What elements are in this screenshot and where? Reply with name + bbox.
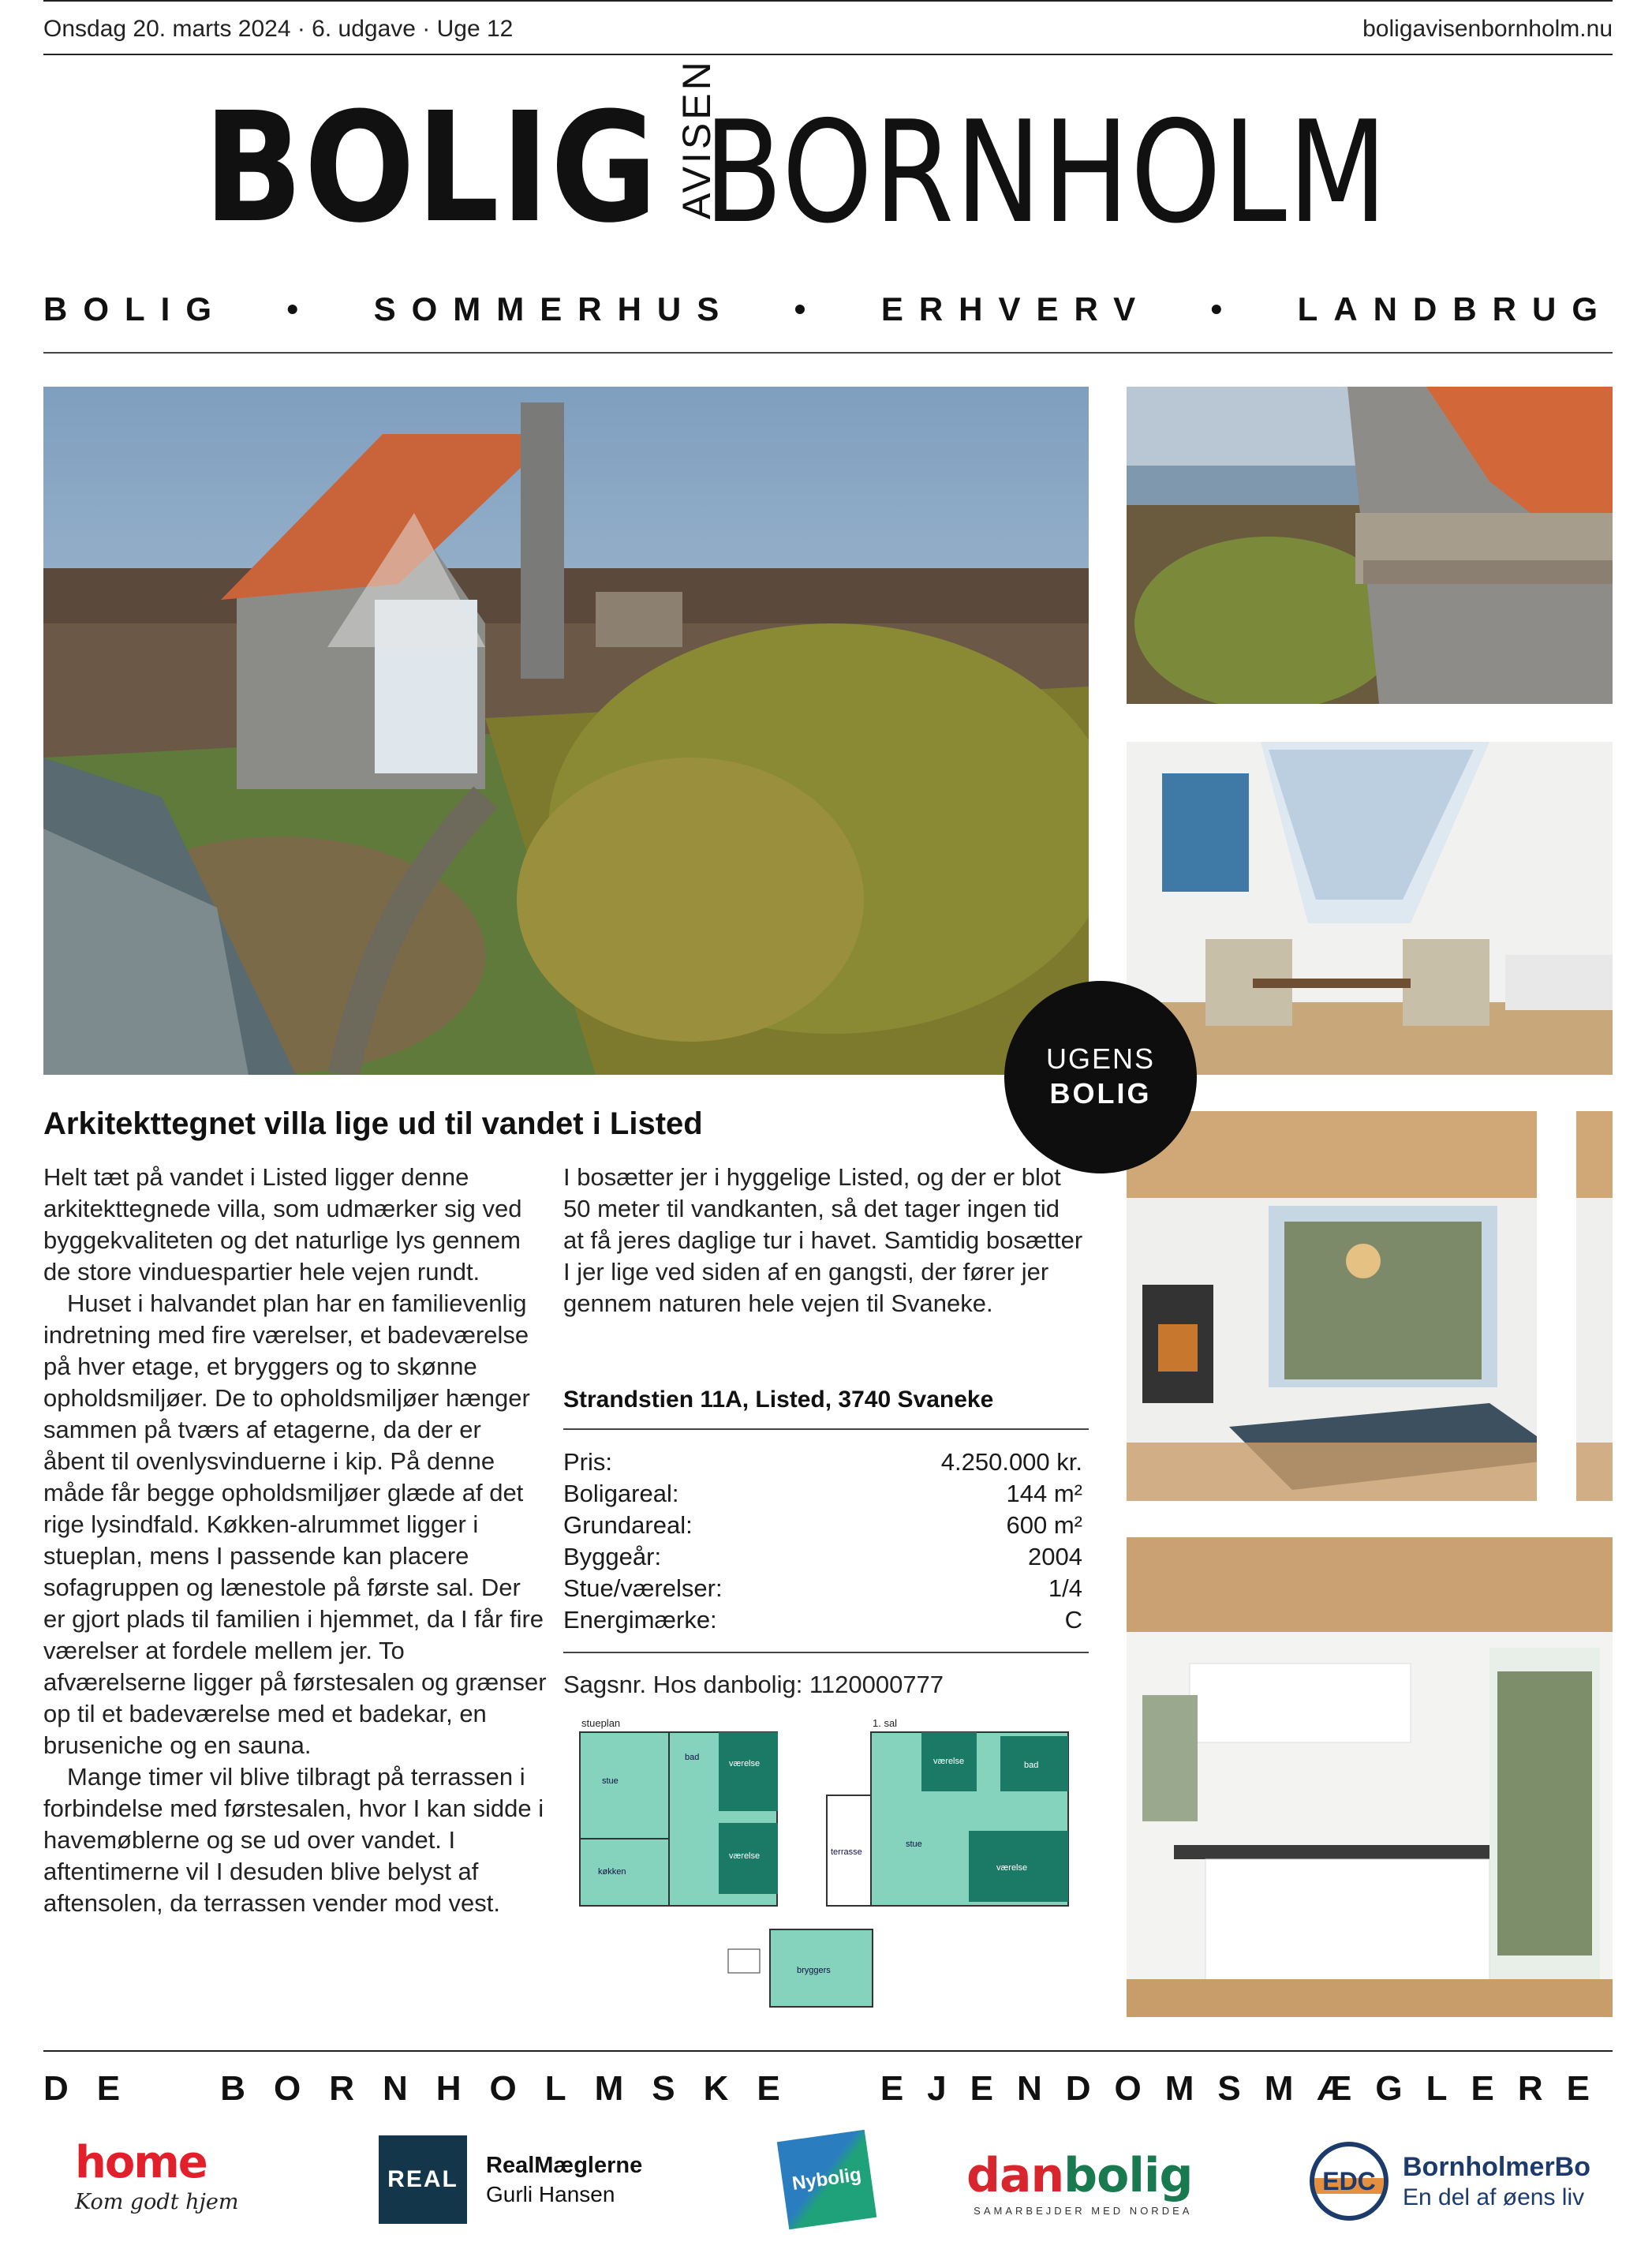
floorplan-ground-label: stueplan — [581, 1717, 621, 1729]
article-column-1 — [43, 1162, 548, 1919]
listing-address: Strandstien 11A, Listed, 3740 Svaneke — [563, 1387, 994, 1413]
real-logo-name: RealMæglerne — [486, 2152, 643, 2178]
floorplan-room-label: bryggers — [797, 1966, 831, 1975]
nybolig-logo[interactable] — [783, 2135, 871, 2224]
masthead-bolig: BOLIG — [204, 80, 660, 256]
dateline: Onsdag 20. marts 2024 · 6. udgave · Uge 12 — [43, 16, 514, 42]
facts-top-rule — [563, 1428, 1089, 1430]
fact-value: C — [1064, 1606, 1082, 1634]
badge-line2: BOLIG — [1049, 1077, 1152, 1110]
nybolig-logo-box: Nybolig — [777, 2130, 876, 2229]
floorplan-room-label: køkken — [598, 1867, 626, 1877]
fact-value: 144 m² — [1006, 1480, 1082, 1507]
upper-lounge-photo — [1127, 742, 1613, 1075]
fact-value: 1/4 — [1048, 1574, 1082, 1602]
brokers-rule — [43, 2050, 1613, 2052]
fact-value: 2004 — [1028, 1543, 1082, 1570]
edc-bornholmerbo-logo[interactable] — [1310, 2142, 1590, 2221]
floorplan-room-label: værelse — [729, 1759, 761, 1768]
fact-label: Stue/værelser: — [563, 1574, 723, 1602]
article-headline: Arkitekttegnet villa lige ud til vandet i Listed — [43, 1106, 703, 1141]
category-sommerhus: SOMMERHUS — [373, 290, 735, 327]
category-erhverv: ERHVERV — [880, 290, 1152, 327]
fact-label: Byggeår: — [563, 1543, 662, 1570]
fact-row-living-area — [563, 1478, 1082, 1510]
floorplan-steps — [728, 1949, 760, 1973]
case-number: Sagsnr. Hos danbolig: 1120000777 — [563, 1671, 944, 1698]
brokers-title-word: EJENDOMSMÆGLERE — [880, 2069, 1613, 2108]
kitchen-photo — [1127, 1537, 1613, 2017]
floor-plan — [574, 1712, 1079, 2012]
floorplan-ground-room-dark — [719, 1732, 778, 1811]
category-separator: • — [286, 290, 315, 327]
floorplan-room-label: værelse — [729, 1851, 761, 1861]
category-separator: • — [1210, 290, 1239, 327]
floorplan-room-label: bad — [685, 1753, 700, 1762]
brokers-title-word: BORNHOLMSKE — [220, 2069, 809, 2108]
home-logo[interactable] — [75, 2137, 238, 2214]
fact-row-energy-label — [563, 1604, 1082, 1636]
brokers-title-word: DE — [43, 2069, 149, 2108]
masthead-avisen: AVISEN — [675, 58, 719, 219]
floorplan-room-label: stue — [906, 1839, 922, 1849]
site-url[interactable]: boligavisenbornholm.nu — [1362, 16, 1613, 42]
article-paragraph: I bosætter jer i hyggelige Listed, og der er blot 50 meter til vandkanten, så det tager ingen tid at få jeres daglige tur i havet. Samtidig bosætter I jer lige ved siden af en gangsti, der fører jer gennem naturen hele vejen til Svaneke. — [563, 1163, 1083, 1317]
top-rule — [43, 0, 1613, 2]
edc-logo-text: EDC — [1322, 2166, 1376, 2195]
fact-label: Energimærke: — [563, 1606, 717, 1634]
floorplan-room-label: værelse — [933, 1757, 965, 1766]
fact-label: Boligareal: — [563, 1480, 679, 1507]
floorplan-room-label: værelse — [996, 1863, 1028, 1873]
listing-facts — [563, 1447, 1082, 1636]
category-bolig: BOLIG — [43, 290, 227, 327]
fact-row-build-year — [563, 1541, 1082, 1573]
fact-row-rooms — [563, 1573, 1082, 1604]
badge-line1: UGENS — [1045, 1042, 1156, 1075]
ugens-bolig-badge — [1004, 981, 1197, 1173]
masthead-bornholm: BORNHOLM — [704, 91, 1389, 254]
real-logo-sub: Gurli Hansen — [486, 2181, 615, 2206]
edc-logo-name: BornholmerBo — [1403, 2151, 1590, 2182]
real-logo-box: REAL — [379, 2135, 467, 2224]
realmaeglerne-logo[interactable] — [379, 2135, 642, 2224]
danbolig-logo-tagline: SAMARBEJDER MED NORDEA — [974, 2205, 1193, 2217]
category-landbrug: LANDBRUG — [1297, 290, 1613, 327]
floorplan-room-label: stue — [602, 1776, 619, 1786]
floorplan-room-label: terrasse — [831, 1847, 862, 1857]
danbolig-logo-word — [966, 2148, 1192, 2203]
category-separator: • — [794, 290, 822, 327]
fact-label: Pris: — [563, 1448, 612, 1476]
header-rule — [43, 54, 1613, 55]
article-paragraph: Helt tæt på vandet i Listed ligger denne arkitekttegnede villa, som udmærker sig ved byggekvaliteten og det naturlige lys gennem de store vinduespartier hele vejen rundt. — [43, 1163, 522, 1286]
brokers-title — [43, 2069, 1613, 2109]
living-dining-photo — [1127, 1111, 1613, 1501]
terrace-sea-view-photo — [1127, 387, 1613, 704]
facts-bottom-rule — [563, 1652, 1089, 1653]
category-bar — [43, 290, 1613, 328]
fact-row-plot-area — [563, 1510, 1082, 1541]
masthead-rule — [43, 352, 1613, 354]
floorplan-first-label: 1. sal — [873, 1717, 898, 1729]
danbolig-logo-part2: bolig — [1063, 2148, 1193, 2203]
main-exterior-photo — [43, 387, 1089, 1075]
danbolig-logo-part1: dan — [966, 2148, 1064, 2203]
floorplan-room-label: bad — [1024, 1761, 1039, 1770]
fact-row-price — [563, 1447, 1082, 1478]
edc-logo-sub: En del af øens liv — [1403, 2184, 1585, 2210]
home-logo-tagline: Kom godt hjem — [75, 2190, 239, 2214]
article-column-2 — [563, 1162, 1084, 1319]
danbolig-logo[interactable] — [966, 2148, 1192, 2217]
fact-label: Grundareal: — [563, 1511, 693, 1539]
fact-value: 600 m² — [1006, 1511, 1082, 1539]
edc-logo-circle — [1310, 2142, 1389, 2221]
article-paragraph: Mange timer vil blive tilbragt på terrassen i forbindelse med førstesalen, hvor I kan sidde i havemøblerne og se ud over vandet. I aftentimerne vil I desuden blive belyst af aftensolen, da terrassen vender mod vest. — [43, 1763, 544, 1917]
home-logo-word: home — [75, 2137, 207, 2188]
article-paragraph: Huset i halvandet plan har en familievenlig indretning med fire værelser, et badeværelse på hver etage, et bryggers og to skønne opholdsmiljøer. De to opholdsmiljøer hænger sammen på tværs af etagerne, da der er åbent til ovenlysvinduerne i kip. På denne måde får begge opholdsmiljøer glæde af det rige lysindfald. Køkken-alrummet ligger i stueplan, mens I passende kan placere sofagruppen og lænestole på første sal. Der er gjort plads til familien i hjemmet, da I får fire værelser at fordele mellem jer. To afværelserne ligger på førstesalen og grænser op til et badeværelse med et badekar, en bruseniche og en sauna. — [43, 1289, 547, 1759]
fact-value: 4.250.000 kr. — [940, 1448, 1082, 1476]
